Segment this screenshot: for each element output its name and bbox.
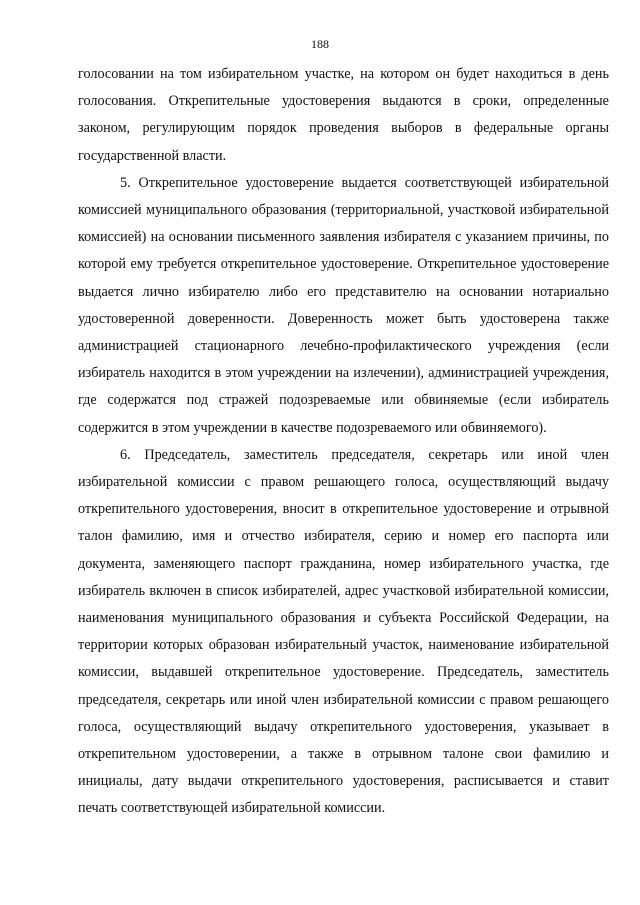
paragraph-continuation: голосовании на том избирательном участке, на котором он будет находиться в день голосования. Открепительные удостоверения выдаются в сроки, определенные законом, регулирующим порядок проведения выборов в федеральные органы государственной власти. xyxy=(78,66,609,164)
paragraph-item-5: 5. Открепительное удостоверение выдается соответствующей избирательной комиссией муниципального образования (территориальной, участковой избирательной комиссией) на основании письменного заявления избирателя с указанием причины, по которой ему требуется открепительное удостоверение. Открепительное удостоверение выдается лично избирателю либо его представителю на основании нотариально удостоверенной доверенности. Доверенность может быть удостоверена также администрацией стационарного лечебно-профилактического учреждения (если избиратель находится в этом учреждении на излечении), администрацией учреждения, где содержатся под стражей подозреваемые или обвиняемые (если избиратель содержится в этом учреждении в качестве подозреваемого или обвиняемого). xyxy=(78,174,609,436)
page-number: 188 xyxy=(311,37,329,51)
paragraph-item-6: 6. Председатель, заместитель председателя, секретарь или иной член избирательной комиссии с правом решающего голоса, осуществляющий выдачу открепительного удостоверения, вносит в открепительное удостоверение и отрывной талон фамилию, имя и отчество избирателя, серию и номер его паспорта или документа, заменяющего паспорт гражданина, номер избирательного участка, где избиратель включен в список избирателей, адрес участковой избирательной комиссии, наименования муниципального образования и субъекта Российской Федерации, на территории которых образован избирательный участок, наименование избирательной комиссии, выдавшей открепительное удостоверение. Председатель, заместитель председателя, секретарь или иной член избирательной комиссии с правом решающего голоса, осуществляющий выдачу открепительного удостоверения, указывает в открепительном удостоверении, а также в отрывном талоне свои фамилию и инициалы, дату выдачи открепительного удостоверения, расписывается и ставит печать соответствующей избирательной комиссии. xyxy=(78,446,609,817)
document-body xyxy=(78,61,609,823)
